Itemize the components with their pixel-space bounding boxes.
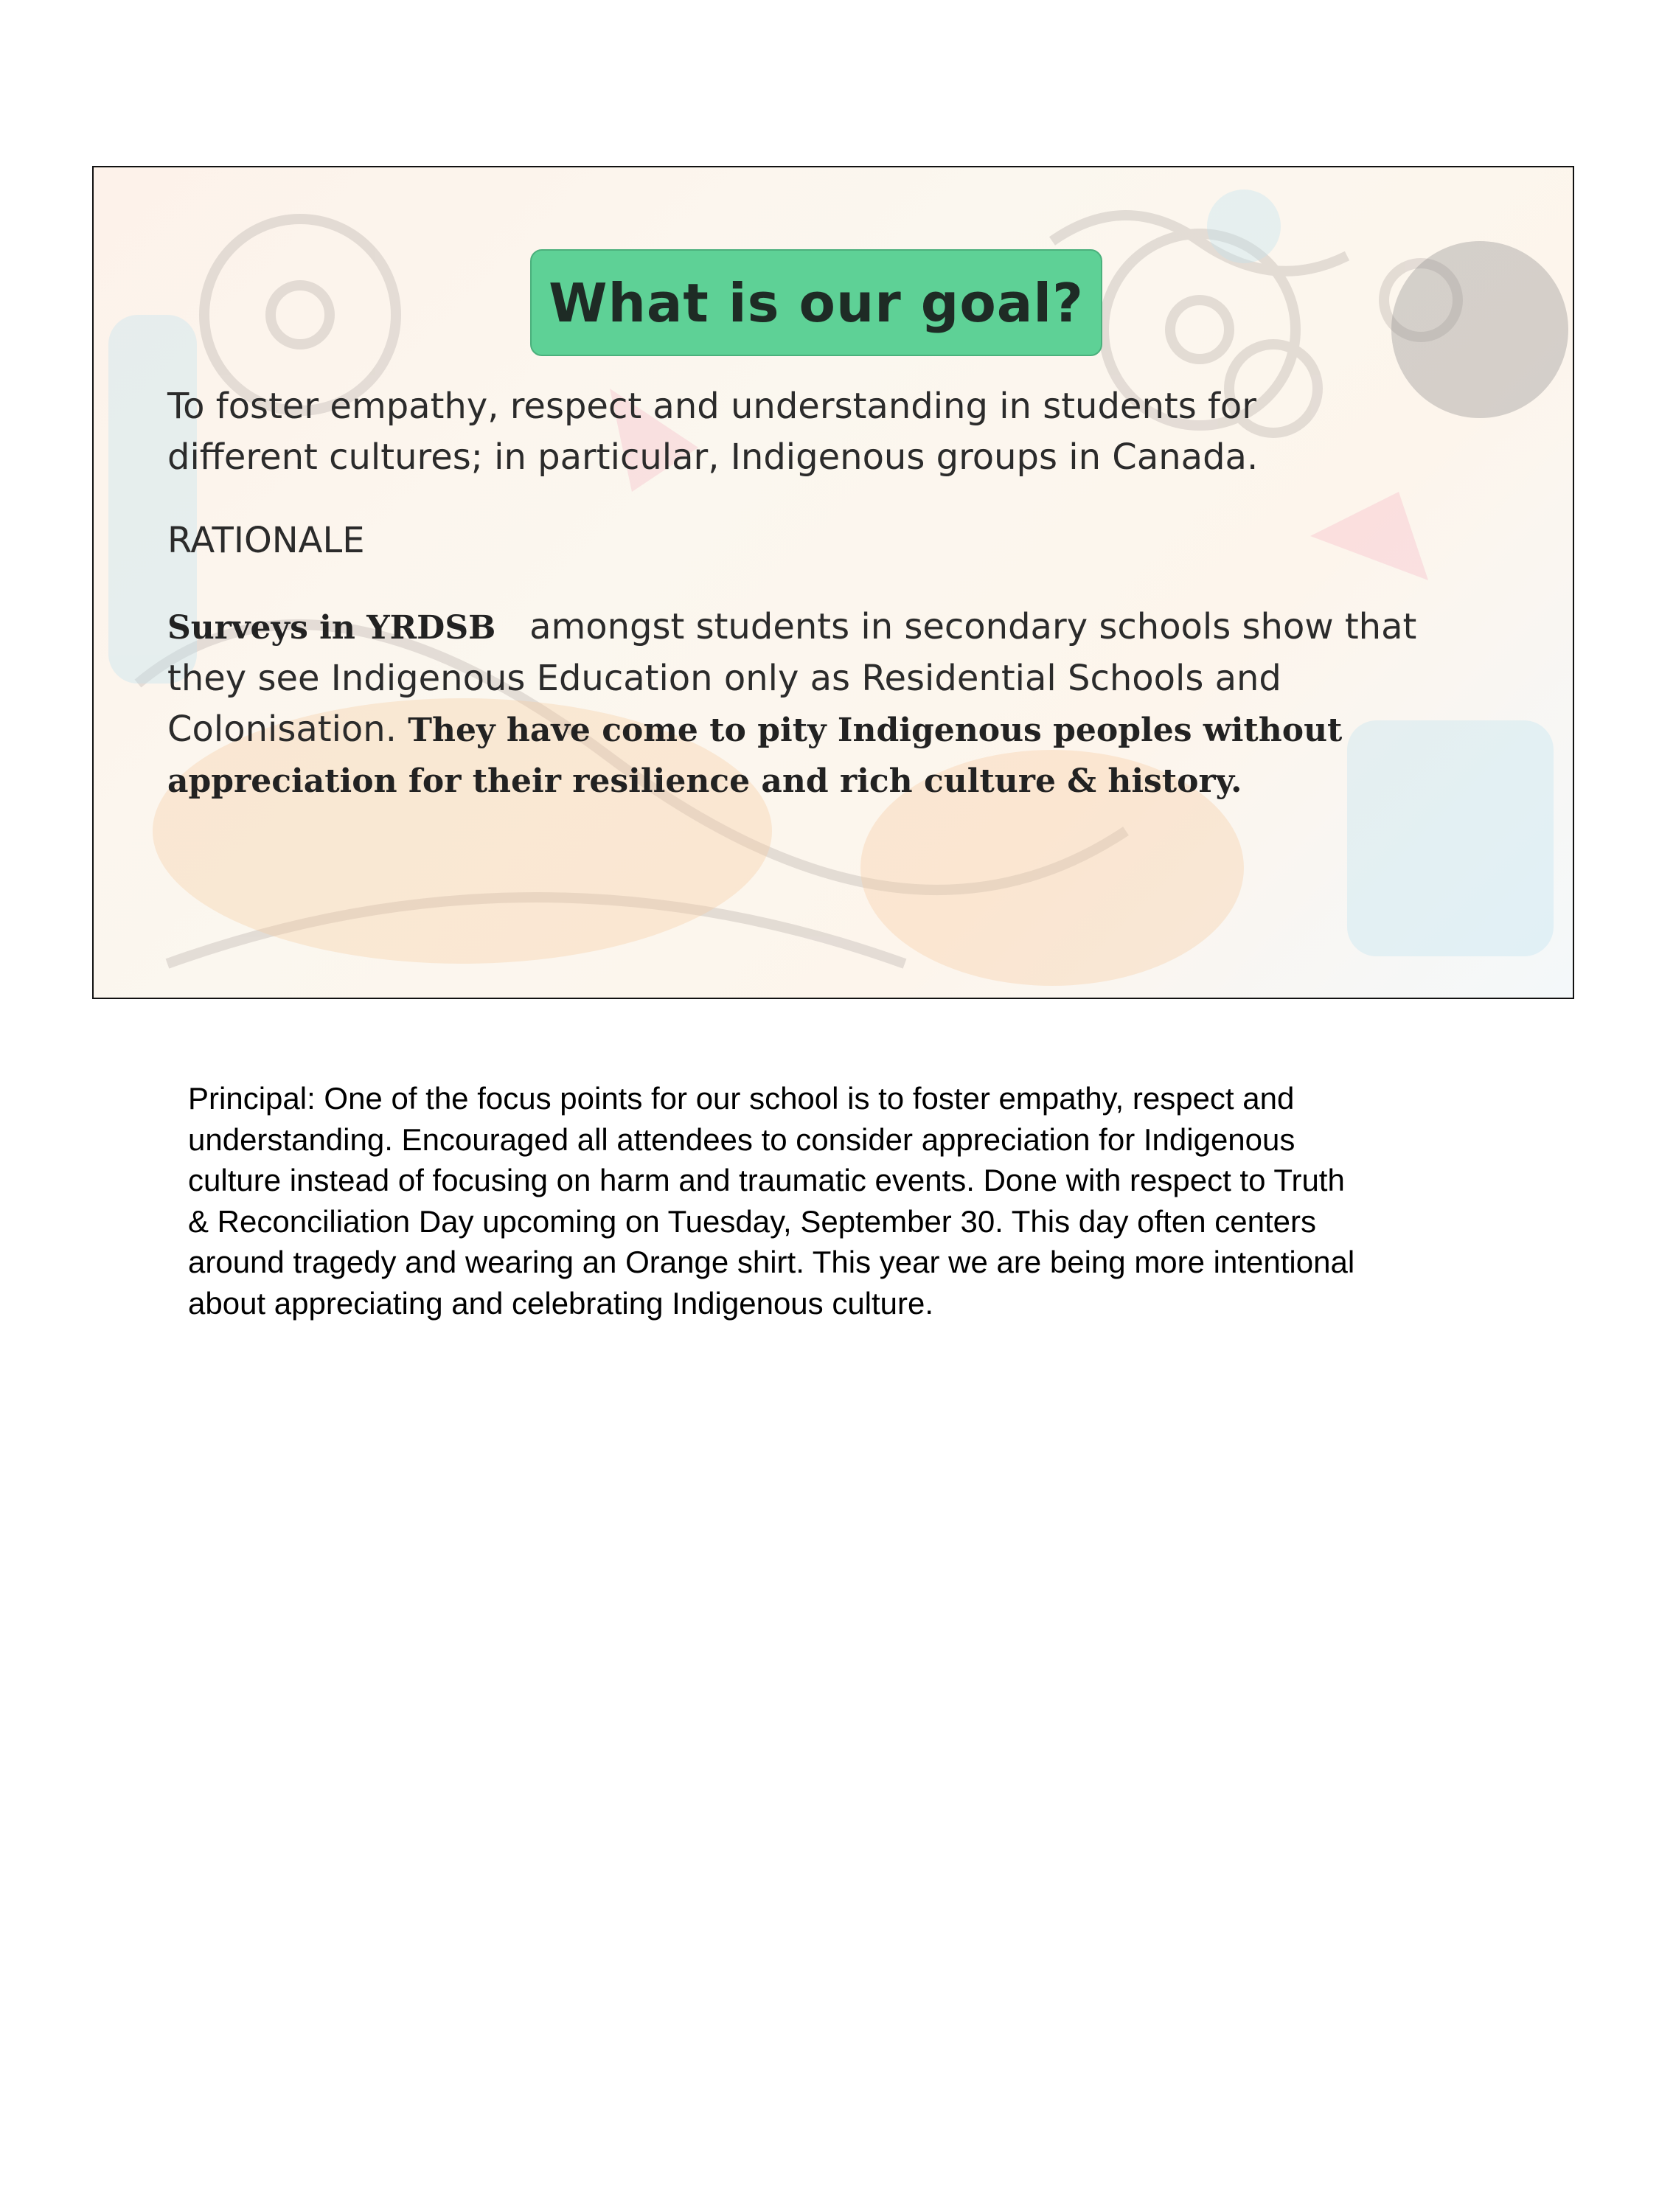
notes-line: culture instead of focusing on harm and traumatic events. Done with respect to Truth	[188, 1163, 1345, 1197]
rationale-bold-lead: Surveys in YRDSB	[167, 609, 496, 647]
rationale-line4-bold: appreciation for their resilience and rich culture & history.	[167, 762, 1242, 800]
rationale-text	[167, 602, 1416, 807]
title-box	[530, 249, 1102, 356]
rationale-line1: amongst students in secondary schools show that	[529, 606, 1417, 647]
notes-line: & Reconciliation Day upcoming on Tuesday, September 30. This day often centers	[188, 1203, 1316, 1239]
slide-title: What is our goal?	[549, 271, 1084, 334]
rationale-line3-plain: Colonisation.	[167, 709, 397, 750]
rationale-line2: they see Indigenous Education only as Residential Schools and	[167, 658, 1281, 699]
rationale-heading: RATIONALE	[167, 520, 365, 561]
goal-line: different cultures; in particular, Indigenous groups in Canada.	[167, 437, 1259, 478]
slide	[92, 166, 1574, 999]
goal-text	[167, 381, 1258, 483]
speaker-notes	[188, 1078, 1354, 1324]
goal-line: To foster empathy, respect and understanding in students for	[167, 386, 1256, 427]
notes-line: around tragedy and wearing an Orange shirt. This year we are being more intentional	[188, 1245, 1355, 1279]
notes-line: understanding. Encouraged all attendees to consider appreciation for Indigenous	[188, 1121, 1295, 1157]
notes-line: Principal: One of the focus points for our school is to foster empathy, respect and	[188, 1081, 1295, 1116]
notes-line: about appreciating and celebrating Indigenous culture.	[188, 1285, 934, 1321]
rationale-line3-bold: They have come to pity Indigenous peoples without	[408, 712, 1343, 749]
